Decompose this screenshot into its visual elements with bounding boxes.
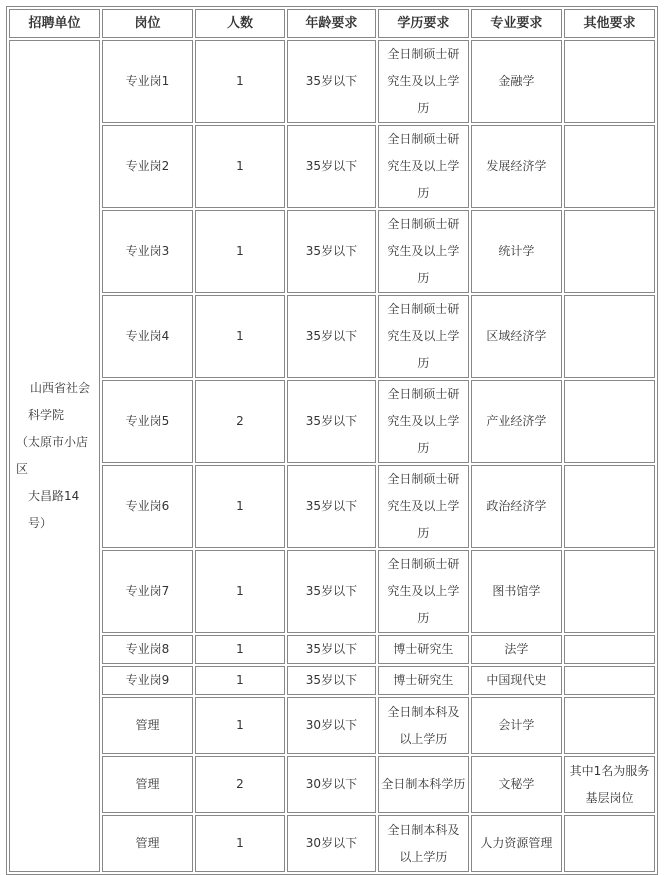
other-cell <box>564 635 655 664</box>
major-cell: 文秘学 <box>471 756 562 813</box>
header-unit: 招聘单位 <box>9 9 100 38</box>
post-cell: 管理 <box>102 697 193 754</box>
major-cell: 中国现代史 <box>471 666 562 695</box>
header-other: 其他要求 <box>564 9 655 38</box>
other-cell: 其中1名为服务基层岗位 <box>564 756 655 813</box>
count-cell: 1 <box>195 295 285 378</box>
post-cell: 管理 <box>102 815 193 872</box>
age-cell: 35岁以下 <box>287 380 376 463</box>
post-cell: 专业岗1 <box>102 40 193 123</box>
header-education: 学历要求 <box>378 9 469 38</box>
table-row <box>9 697 655 754</box>
table-row <box>9 125 655 208</box>
major-cell: 法学 <box>471 635 562 664</box>
count-cell: 1 <box>195 40 285 123</box>
count-cell: 1 <box>195 635 285 664</box>
other-cell <box>564 40 655 123</box>
education-cell: 全日制硕士研究生及以上学历 <box>378 465 469 548</box>
education-cell: 全日制硕士研究生及以上学历 <box>378 125 469 208</box>
count-cell: 2 <box>195 380 285 463</box>
table-row <box>9 666 655 695</box>
post-cell: 专业岗7 <box>102 550 193 633</box>
table-row <box>9 756 655 813</box>
unit-line: 号） <box>28 516 53 530</box>
major-cell: 金融学 <box>471 40 562 123</box>
major-cell: 产业经济学 <box>471 380 562 463</box>
count-cell: 1 <box>195 465 285 548</box>
post-cell: 专业岗6 <box>102 465 193 548</box>
age-cell: 35岁以下 <box>287 465 376 548</box>
count-cell: 1 <box>195 666 285 695</box>
age-cell: 30岁以下 <box>287 697 376 754</box>
table-row <box>9 635 655 664</box>
count-cell: 2 <box>195 756 285 813</box>
header-major: 专业要求 <box>471 9 562 38</box>
recruiting-unit-cell <box>9 40 100 872</box>
table-row <box>9 295 655 378</box>
education-cell: 全日制硕士研究生及以上学历 <box>378 40 469 123</box>
post-cell: 专业岗5 <box>102 380 193 463</box>
age-cell: 35岁以下 <box>287 210 376 293</box>
age-cell: 35岁以下 <box>287 635 376 664</box>
education-cell: 全日制硕士研究生及以上学历 <box>378 295 469 378</box>
table-row <box>9 465 655 548</box>
post-cell: 专业岗3 <box>102 210 193 293</box>
table-row <box>9 815 655 872</box>
other-cell <box>564 815 655 872</box>
count-cell: 1 <box>195 550 285 633</box>
header-row <box>9 9 655 38</box>
post-cell: 专业岗2 <box>102 125 193 208</box>
post-cell: 管理 <box>102 756 193 813</box>
major-cell: 发展经济学 <box>471 125 562 208</box>
post-cell: 专业岗8 <box>102 635 193 664</box>
count-cell: 1 <box>195 210 285 293</box>
count-cell: 1 <box>195 125 285 208</box>
count-cell: 1 <box>195 815 285 872</box>
other-cell <box>564 550 655 633</box>
education-cell: 全日制硕士研究生及以上学历 <box>378 210 469 293</box>
age-cell: 30岁以下 <box>287 756 376 813</box>
other-cell <box>564 125 655 208</box>
major-cell: 政治经济学 <box>471 465 562 548</box>
major-cell: 会计学 <box>471 697 562 754</box>
other-cell <box>564 697 655 754</box>
post-cell: 专业岗9 <box>102 666 193 695</box>
other-cell <box>564 210 655 293</box>
post-cell: 专业岗4 <box>102 295 193 378</box>
table-row <box>9 380 655 463</box>
major-cell: 区域经济学 <box>471 295 562 378</box>
other-cell <box>564 380 655 463</box>
education-cell: 博士研究生 <box>378 666 469 695</box>
header-count: 人数 <box>195 9 285 38</box>
unit-line: 山西省社会 <box>30 381 91 395</box>
table-body <box>9 40 655 872</box>
major-cell: 图书馆学 <box>471 550 562 633</box>
major-cell: 统计学 <box>471 210 562 293</box>
unit-line: （太原市小店区 <box>16 435 89 476</box>
table-row <box>9 550 655 633</box>
education-cell: 全日制本科学历 <box>378 756 469 813</box>
education-cell: 全日制本科及以上学历 <box>378 697 469 754</box>
unit-line: 大昌路14 <box>28 489 80 503</box>
header-age: 年龄要求 <box>287 9 376 38</box>
education-cell: 全日制本科及以上学历 <box>378 815 469 872</box>
age-cell: 30岁以下 <box>287 815 376 872</box>
age-cell: 35岁以下 <box>287 40 376 123</box>
header-post: 岗位 <box>102 9 193 38</box>
age-cell: 35岁以下 <box>287 550 376 633</box>
other-cell <box>564 465 655 548</box>
age-cell: 35岁以下 <box>287 666 376 695</box>
education-cell: 全日制硕士研究生及以上学历 <box>378 550 469 633</box>
major-cell: 人力资源管理 <box>471 815 562 872</box>
education-cell: 全日制硕士研究生及以上学历 <box>378 380 469 463</box>
age-cell: 35岁以下 <box>287 295 376 378</box>
other-cell <box>564 295 655 378</box>
recruitment-table <box>6 6 658 875</box>
table-row <box>9 40 655 123</box>
education-cell: 博士研究生 <box>378 635 469 664</box>
age-cell: 35岁以下 <box>287 125 376 208</box>
other-cell <box>564 666 655 695</box>
count-cell: 1 <box>195 697 285 754</box>
table-row <box>9 210 655 293</box>
unit-line: 科学院 <box>28 408 65 422</box>
